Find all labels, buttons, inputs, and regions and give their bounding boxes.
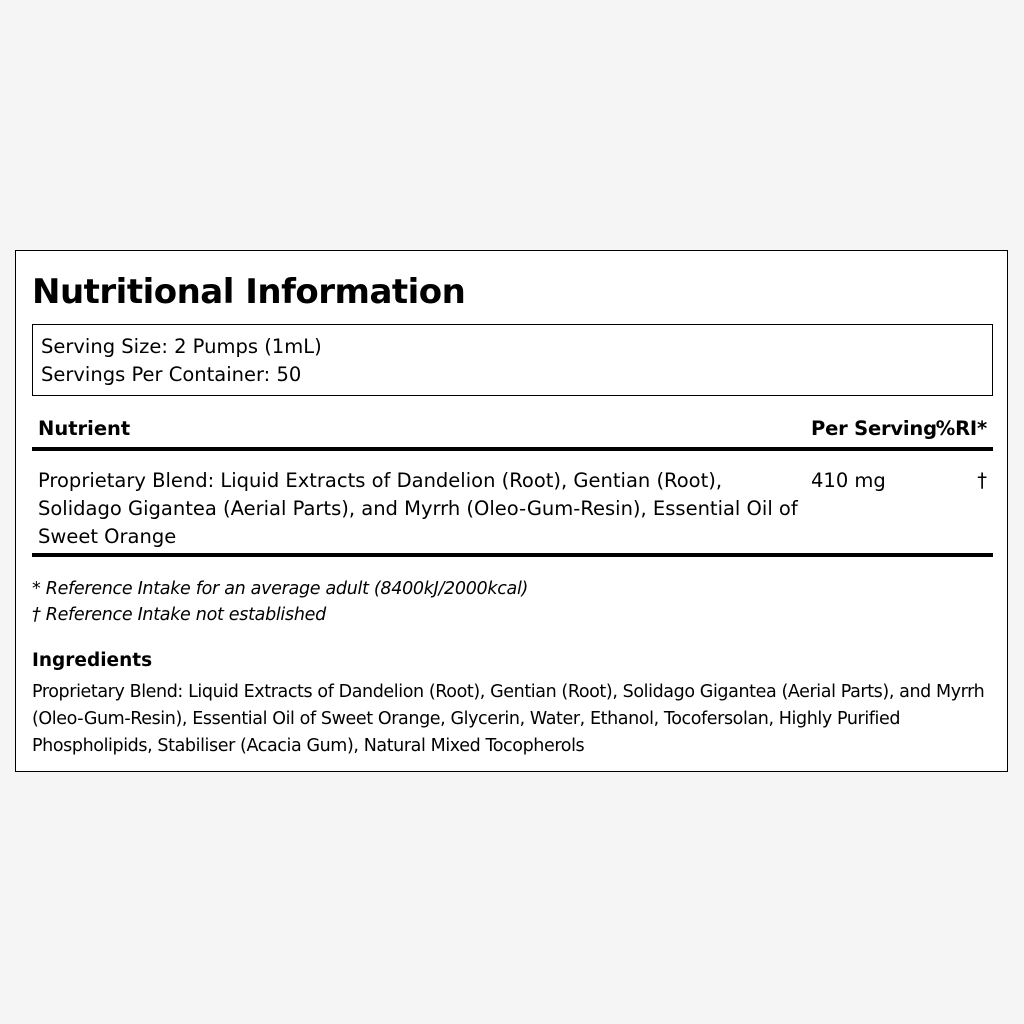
header-ri: %RI*	[935, 417, 987, 440]
serving-info-box	[32, 324, 993, 396]
ingredients-heading: Ingredients	[32, 650, 153, 671]
servings-per-container: Servings Per Container: 50	[41, 363, 302, 386]
header-nutrient: Nutrient	[38, 417, 131, 440]
footnotes	[32, 576, 528, 628]
nutrition-label-panel	[15, 250, 1008, 772]
nutrient-table	[32, 411, 993, 557]
row-nutrient: Proprietary Blend: Liquid Extracts of Dandelion (Root), Gentian (Root), Solidago Gigantea (Aerial Parts), and Myrrh (Oleo-Gum-Resin), Essential Oil of Sweet Orange	[38, 469, 798, 548]
table-row	[32, 451, 993, 557]
header-per-serving: Per Serving	[811, 417, 937, 440]
table-header-row	[32, 411, 993, 451]
label-title: Nutritional Information	[32, 272, 466, 312]
row-ri: †	[977, 469, 987, 492]
footnote-ri-reference: * Reference Intake for an average adult (8400kJ/2000kcal)	[32, 579, 529, 599]
serving-size: Serving Size: 2 Pumps (1mL)	[41, 335, 322, 358]
ingredients-text: Proprietary Blend: Liquid Extracts of Dandelion (Root), Gentian (Root), Solidago Gigantea (Aerial Parts), and Myrrh (Oleo-Gum-Resin), Essential Oil of Sweet Orange, Glycerin, Water, Ethanol, Tocofersolan, Highly Purified Phospholipids, Stabiliser (Acacia Gum), Natural Mixed Tocopherols	[32, 682, 985, 756]
row-per-serving: 410 mg	[811, 469, 886, 492]
footnote-ri-not-established: † Reference Intake not established	[32, 605, 326, 625]
